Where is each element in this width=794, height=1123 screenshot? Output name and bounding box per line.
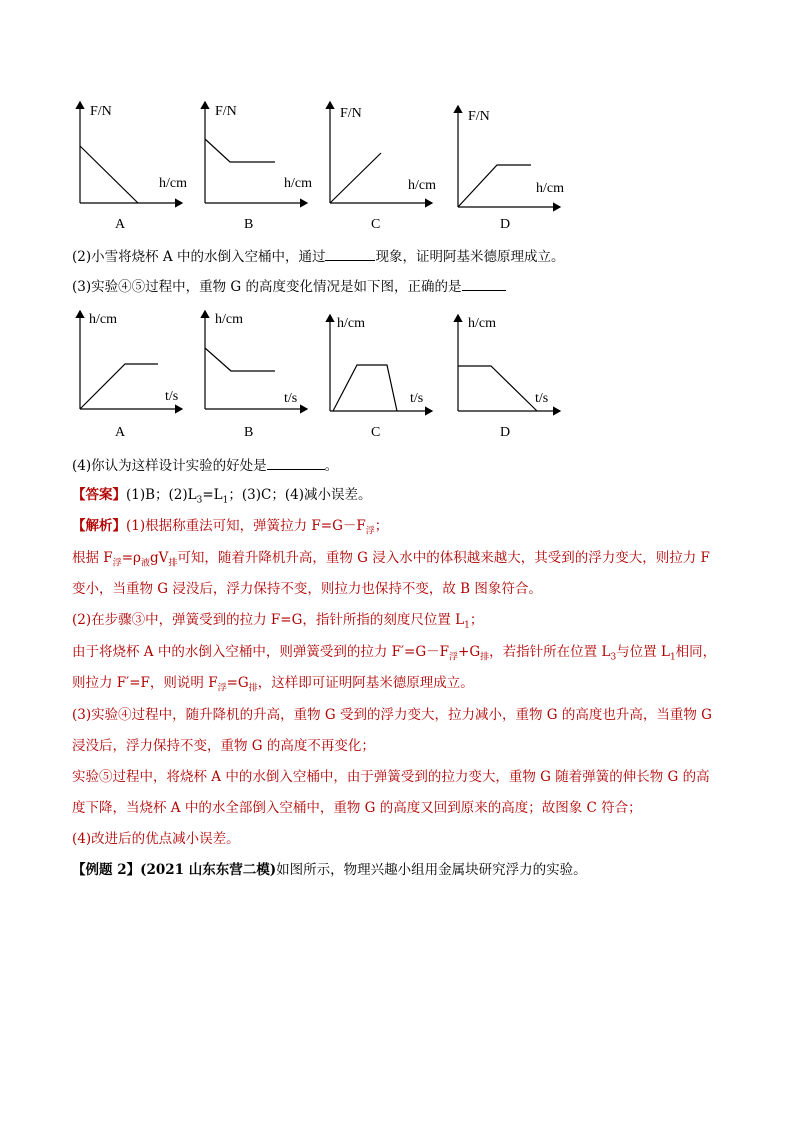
graph-r1-c-ylabel: F/N [340,106,362,121]
analysis-tag: 【解析】 [72,518,126,534]
graph-r2-c-xlabel: t/s [410,391,424,406]
graph-r2-a-xlabel: t/s [165,389,179,404]
answer-tag: 【答案】 [72,487,126,503]
graph-r2-caption-d: D [500,425,511,440]
analysis-line-9: 实验⑤过程中，将烧杯 A 中的水倒入空桶中，由于弹簧受到的拉力变大，重物 G 随着弹簧的伸长物 G 的高 [72,769,710,785]
question-3: (3)实验④⑤过程中，重物 G 的高度变化情况是如下图，正确的是 [72,276,742,297]
analysis-line-3: 变小，当重物 G 浸没后，浮力保持不变，则拉力也保持不变，故 B 图象符合。 [72,581,542,597]
graph-r2-c-ylabel: h/cm [337,316,365,331]
graph-r1-d-ylabel: F/N [468,109,490,124]
example-tag: 【例题 2】 [72,862,141,878]
analysis-line-6: 则拉力 F′=F，则说明 $F_浮=G_排$，这样即可证明阿基米德原理成立。 [72,675,474,694]
analysis-line-5: 由于将烧杯 A 中的水倒入空桶中，则弹簧受到的拉力 $F'=G-F_浮+G_排$，若指针所在位置 $L_3$与位置 $L_1$相同， [72,644,717,663]
graph-r2-caption-a: A [115,425,126,440]
graph-r1-b-ylabel: F/N [215,104,237,119]
graph-r1-a-xlabel: h/cm [159,176,187,191]
example-2: 【例题 2】(2021 山东东营二模)如图所示，物理兴趣小组用金属块研究浮力的实验。 [72,862,587,878]
graph-r1-b-xlabel: h/cm [284,176,312,191]
answer-blank[interactable] [267,455,325,470]
analysis-line-10: 度下降，当烧杯 A 中的水全部倒入空桶中，重物 G 的高度又回到原来的高度；故图象 C 符合； [72,800,642,816]
example-source: (2021 山东东营二模) [140,862,277,878]
graph-r2-caption-b: B [244,425,254,440]
answer-blank[interactable] [325,246,375,261]
question-4: (4)你认为这样设计实验的好处是 。 [72,455,742,476]
graph-r2-d-xlabel: t/s [535,391,549,406]
graph-r1-a-ylabel: F/N [90,104,112,119]
graph-r1-c-xlabel: h/cm [408,178,436,193]
analysis-line-1: 【解析】(1)根据称重法可知，弹簧拉力 $F=G-F_浮$； [72,518,389,537]
graph-r1-caption-c: C [371,217,381,232]
analysis-line-4: (2)在步骤③中，弹簧受到的拉力 F=G，指针所指的刻度尺位置 $L_1$； [72,612,484,631]
graph-r1-caption-d: D [500,217,511,232]
graph-r2-b-ylabel: h/cm [215,312,243,327]
question-2: (2)小雪将烧杯 A 中的水倒入空桶中，通过 现象，证明阿基米德原理成立。 [72,246,742,267]
analysis-line-2: 根据 $F_浮=\rho_液gV_排$可知，随着升降机升高，重物 G 浸入水中的体积越来越大，其受到的浮力变大，则拉力 F [72,550,710,569]
analysis-line-8: 浸没后，浮力保持不变，重物 G 的高度不再变化； [72,738,375,754]
graph-r2-a-ylabel: h/cm [89,312,117,327]
graph-r1-d-xlabel: h/cm [536,181,564,196]
answer-line: 【答案】(1)B；$(2)L_3=L_1$；(3)C；(4)减小误差。 [72,487,372,506]
answer-blank[interactable] [462,276,506,291]
graph-r2-b-xlabel: t/s [284,391,298,406]
analysis-line-7: (3)实验④过程中，随升降机的升高，重物 G 受到的浮力变大，拉力减小，重物 G 的高度也升高，当重物 G [72,707,712,723]
graph-r2-caption-c: C [371,425,381,440]
graph-r1-caption-a: A [115,217,126,232]
graph-r1-caption-b: B [244,217,254,232]
analysis-line-11: (4)改进后的优点减小误差。 [72,831,240,847]
graph-r2-d-ylabel: h/cm [468,316,496,331]
